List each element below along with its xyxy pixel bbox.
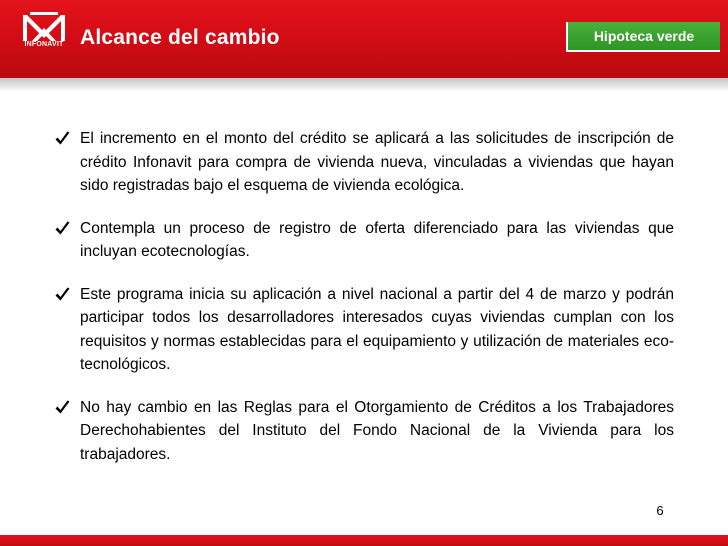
bullet-text: No hay cambio en las Reglas para el Otorgamiento de Créditos a los Trabajadores Derechohabientes del Instituto del Fondo Nacional de la Vivienda para los trabajadores. [80, 398, 674, 463]
bullet-list [54, 127, 674, 485]
bullet-item [54, 127, 674, 198]
footer-bar [0, 535, 728, 546]
page-title: Alcance del cambio [80, 26, 280, 49]
header-shadow [0, 78, 728, 92]
checkmark-icon [54, 286, 71, 303]
checkmark-icon [54, 130, 71, 147]
bullet-item [54, 283, 674, 377]
bullet-item [54, 217, 674, 264]
page-number: 6 [656, 503, 664, 518]
checkmark-icon [54, 220, 71, 237]
header-bar [0, 0, 728, 78]
badge-label: Hipoteca verde [593, 28, 695, 44]
bullet-text: El incremento en el monto del crédito se aplicará a las solicitudes de inscripción de crédito Infonavit para compra de vivienda nueva, vinculadas a viviendas que hayan sido registradas bajo el esquema de vivienda ecológica. [80, 130, 674, 194]
checkmark-icon [54, 399, 71, 416]
bullet-item [54, 396, 674, 467]
logo-text: INFONAVIT [24, 41, 64, 48]
hipoteca-verde-badge [566, 22, 720, 52]
bullet-text: Contempla un proceso de registro de oferta diferenciado para las viviendas que incluyan ecotecnologías. [80, 219, 674, 260]
bullet-text: Este programa inicia su aplicación a nivel nacional a partir del 4 de marzo y podrán participar todos los desarrolladores interesados cuyas viviendas cumplan con los requisitos y normas establecidas para el equipamiento y utilización de materiales eco-tecnológicos. [80, 285, 674, 373]
